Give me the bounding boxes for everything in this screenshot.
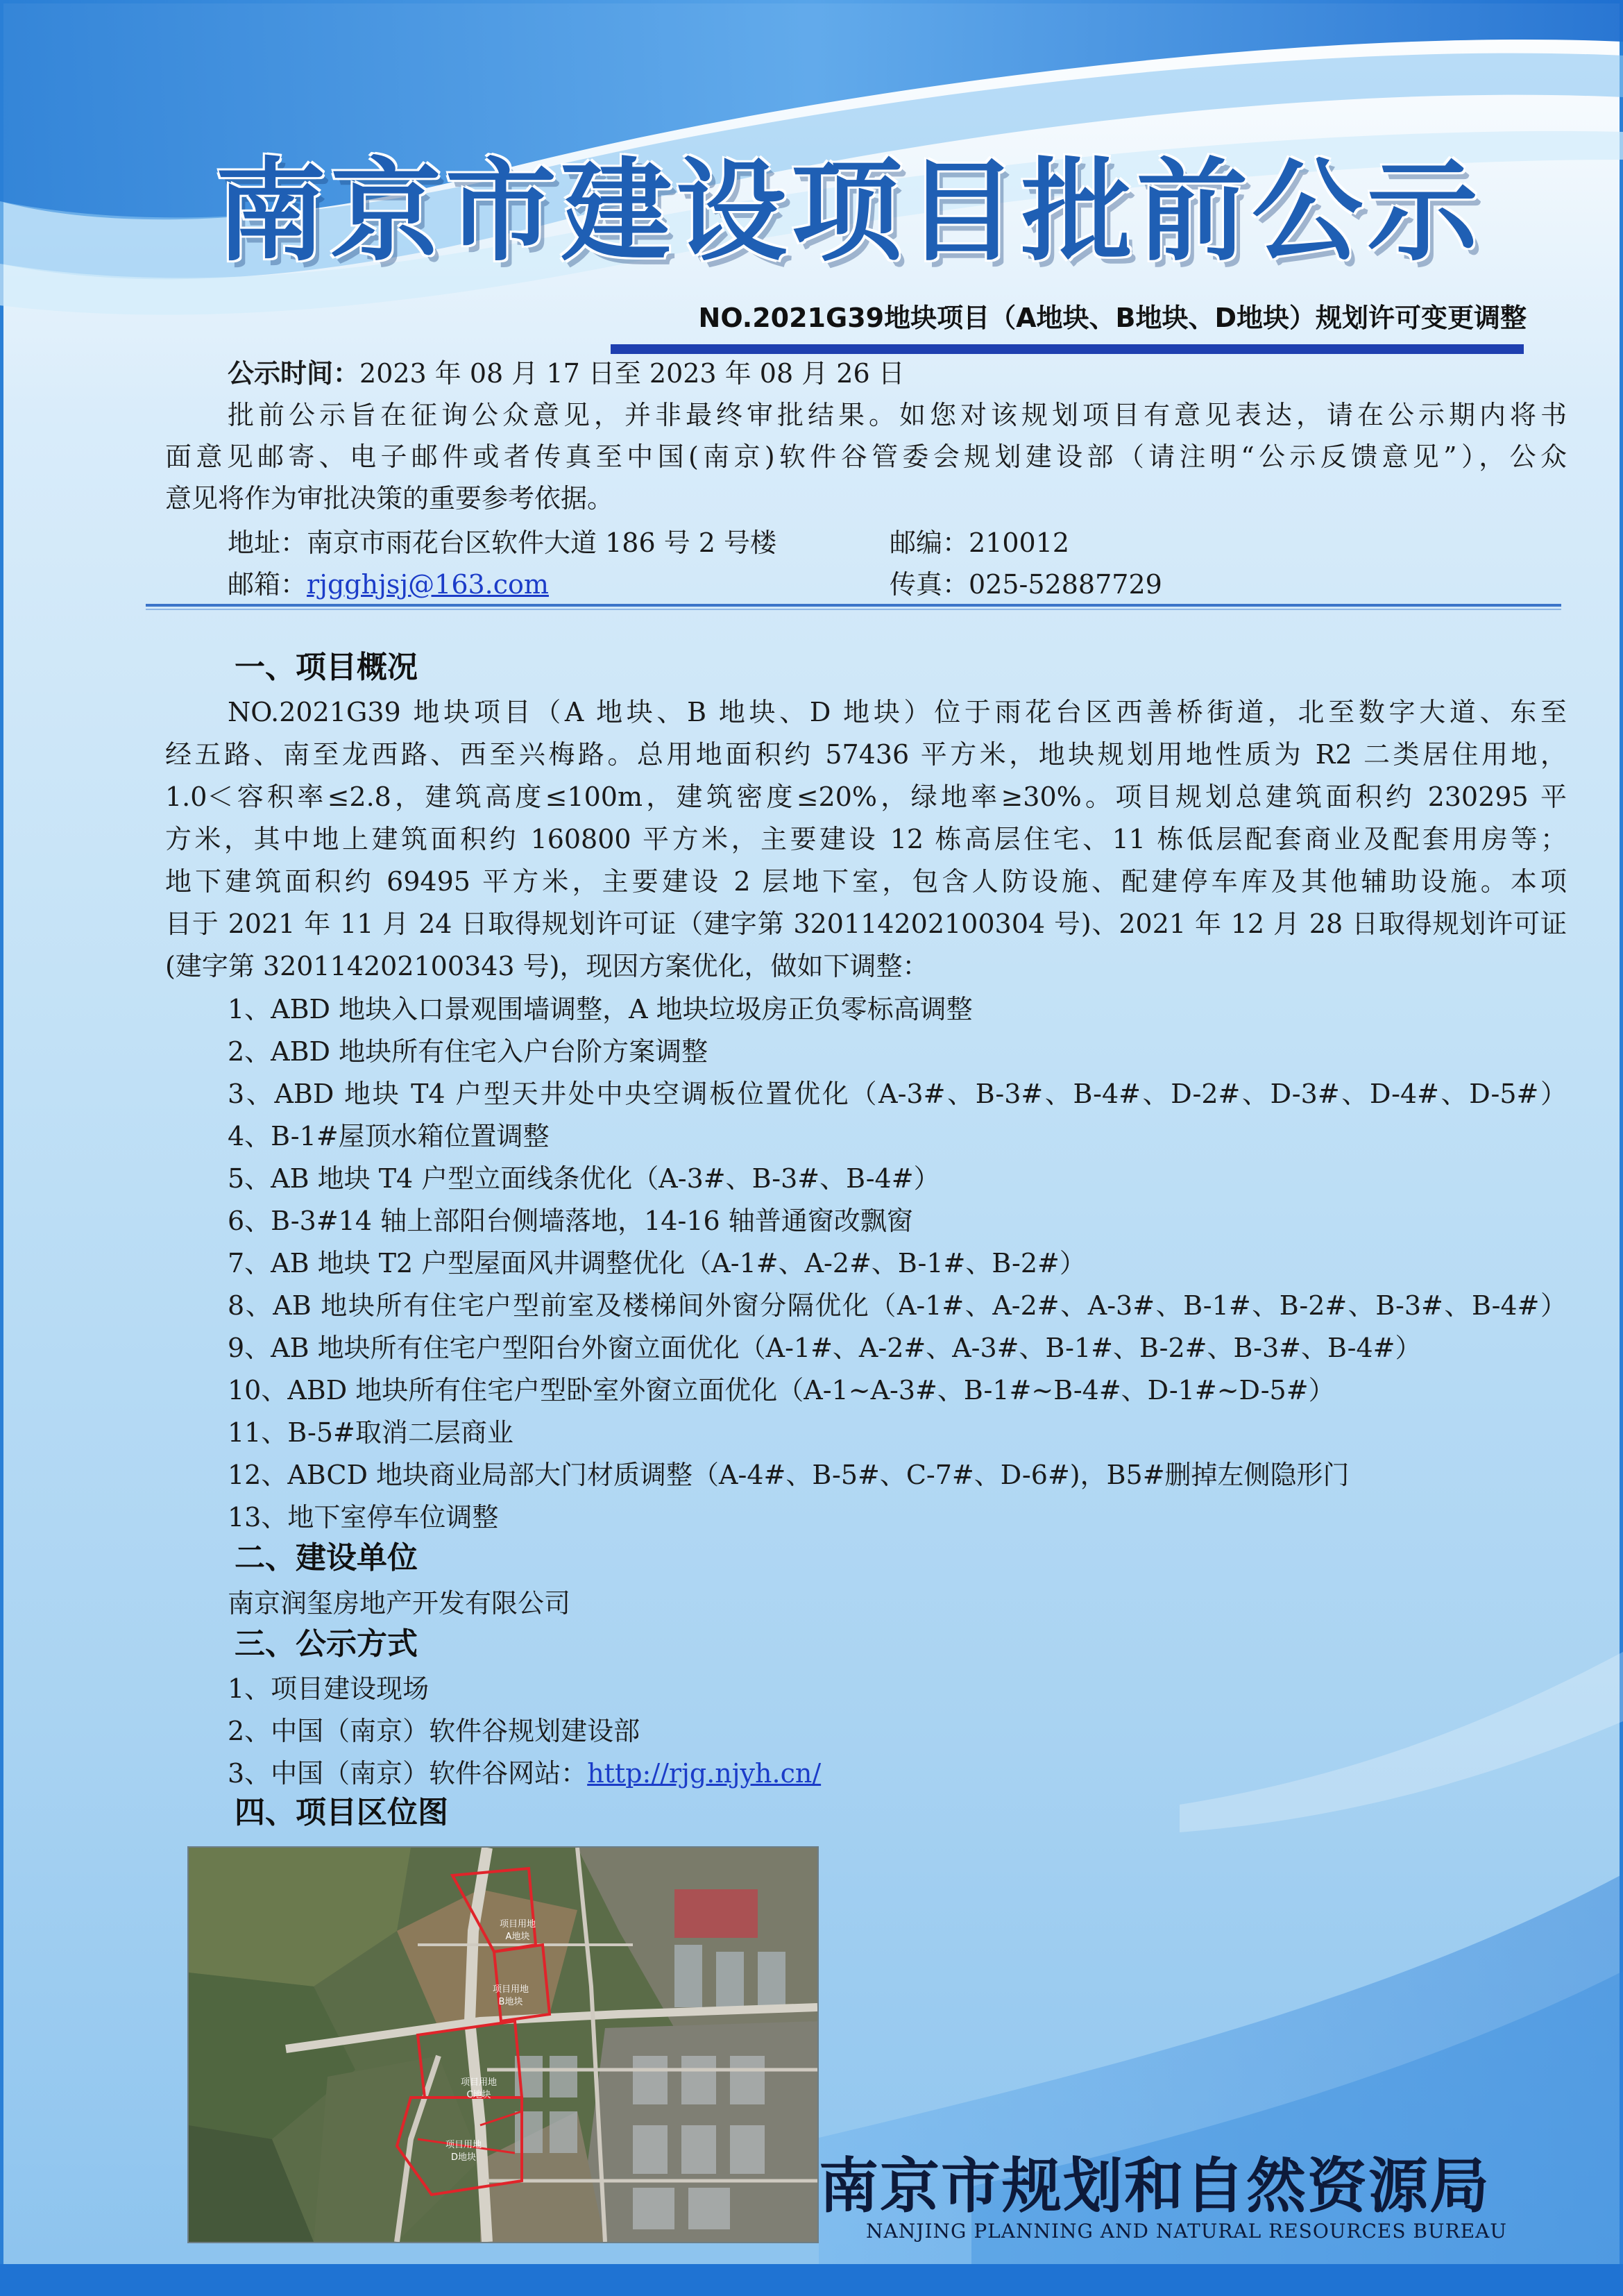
- publicity-method-item: [228, 1753, 821, 1794]
- section-4-heading: 四、项目区位图: [235, 1795, 448, 1830]
- notice-divider: [146, 604, 1561, 607]
- address-value: 南京市雨花台区软件大道 186 号 2 号楼: [307, 527, 777, 558]
- page-title: 南京市建设项目批前公示: [215, 146, 1483, 276]
- overview-line-5: 地下建筑面积约 69495 平方米，主要建设 2 层地下室，包含人防设施、配建停车库及其他辅助设施。本项: [165, 866, 1567, 897]
- adjustment-item: 12、ABCD 地块商业局部大门材质调整（A-4#、B-5#、C-7#、D-6#)，B5#删掉左侧隐形门: [228, 1460, 1350, 1490]
- adjustment-item: 13、地下室停车位调整: [228, 1502, 499, 1533]
- notice-divider-shadow: [146, 609, 1561, 610]
- overview-line-1: NO.2021G39 地块项目（A 地块、B 地块、D 地块）位于雨花台区西善桥街道，北至数字大道、东至: [228, 697, 1567, 727]
- postcode-label: 邮编：: [890, 527, 969, 558]
- adjustment-item: 1、ABD 地块入口景观围墙调整，A 地块垃圾房正负零标高调整: [228, 994, 973, 1024]
- website-prefix: 3、中国（南京）软件谷网站：: [228, 1758, 588, 1789]
- issuing-authority-english: NANJING PLANNING AND NATURAL RESOURCES BUREAU: [866, 2220, 1507, 2243]
- map-label-a: 项目用地 A地块: [500, 1919, 536, 1942]
- email-link[interactable]: rjgghjsj@163.com: [307, 569, 549, 600]
- postcode-value: 210012: [969, 527, 1070, 558]
- notice-time-value: 2023 年 08 月 17 日至 2023 年 08 月 26 日: [359, 358, 905, 389]
- adjustment-item: 11、B-5#取消二层商业: [228, 1417, 513, 1448]
- fax-line: [890, 564, 1162, 605]
- map-label-c: 项目用地 C地块: [461, 2077, 498, 2100]
- section-2-heading: 二、建设单位: [235, 1540, 418, 1576]
- fax-label: 传真：: [890, 569, 969, 600]
- section-3-heading: 三、公示方式: [235, 1626, 418, 1662]
- issuing-authority-name: 南京市规划和自然资源局: [819, 2151, 1490, 2221]
- publicity-method-item: 2、中国（南京）软件谷规划建设部: [228, 1716, 640, 1746]
- section-1-heading: 一、项目概况: [235, 650, 418, 685]
- adjustment-item: 9、AB 地块所有住宅户型阳台外窗立面优化（A-1#、A-2#、A-3#、B-1#、B-2#、B-3#、B-4#）: [228, 1333, 1422, 1363]
- email-line: [228, 564, 549, 605]
- notice-intro-line-2: 面意见邮寄、电子邮件或者传真至中国(南京)软件谷管委会规划建设部（请注明“公示反馈意见”），公众: [165, 441, 1567, 472]
- project-subtitle: NO.2021G39地块项目（A地块、B地块、D地块）规划许可变更调整: [698, 303, 1527, 333]
- adjustment-item: 3、ABD 地块 T4 户型天井处中央空调板位置优化（A-3#、B-3#、B-4#、D-2#、D-3#、D-4#、D-5#）: [228, 1079, 1567, 1109]
- address-label: 地址：: [228, 527, 307, 558]
- email-label: 邮箱：: [228, 569, 307, 600]
- adjustment-item: 6、B-3#14 轴上部阳台侧墙落地，14-16 轴普通窗改飘窗: [228, 1206, 913, 1236]
- adjustment-item: 4、B-1#屋顶水箱位置调整: [228, 1121, 550, 1151]
- postcode-line: [890, 522, 1069, 564]
- notice-time-line: [228, 353, 905, 394]
- website-link[interactable]: http://rjg.njyh.cn/: [587, 1758, 822, 1789]
- overview-line-4: 方米，其中地上建筑面积约 160800 平方米，主要建设 12 栋高层住宅、11 栋低层配套商业及配套用房等；: [165, 824, 1567, 854]
- map-label-b: 项目用地 B地块: [493, 1984, 529, 2007]
- notice-time-label: 公示时间：: [228, 358, 360, 389]
- notice-intro-line-3: 意见将作为审批决策的重要参考依据。: [165, 483, 614, 514]
- adjustment-item: 5、AB 地块 T4 户型立面线条优化（A-3#、B-3#、B-4#）: [228, 1163, 940, 1194]
- overview-line-6: 目于 2021 年 11 月 24 日取得规划许可证（建字第 320114202100304 号)、2021 年 12 月 28 日取得规划许可证: [165, 909, 1567, 939]
- satellite-map-image: [189, 1848, 817, 2242]
- map-label-d: 项目用地 D地块: [445, 2140, 482, 2163]
- overview-line-7: (建字第 320114202100343 号)，现因方案优化，做如下调整：: [165, 951, 929, 981]
- notice-intro-line-1: 批前公示旨在征询公众意见，并非最终审批结果。如您对该规划项目有意见表达，请在公示期内将书: [228, 400, 1567, 430]
- fax-value: 025-52887729: [969, 569, 1162, 600]
- adjustment-item: 7、AB 地块 T2 户型屋面风井调整优化（A-1#、A-2#、B-1#、B-2#）: [228, 1248, 1086, 1278]
- overview-line-3: 1.0＜容积率≤2.8，建筑高度≤100m，建筑密度≤20%，绿地率≥30%。项目规划总建筑面积约 230295 平: [165, 782, 1567, 812]
- developer-name: 南京润玺房地产开发有限公司: [228, 1588, 571, 1619]
- overview-line-2: 经五路、南至龙西路、西至兴梅路。总用地面积约 57436 平方米，地块规划用地性质为 R2 二类居住用地，: [165, 739, 1567, 770]
- location-map: [187, 1846, 819, 2243]
- adjustment-item: 8、AB 地块所有住宅户型前室及楼梯间外窗分隔优化（A-1#、A-2#、A-3#、B-1#、B-2#、B-3#、B-4#）: [228, 1290, 1567, 1321]
- publicity-method-item: 1、项目建设现场: [228, 1673, 430, 1704]
- adjustment-item: 10、ABD 地块所有住宅户型卧室外窗立面优化（A-1~A-3#、B-1#~B-4#、D-1#~D-5#）: [228, 1375, 1335, 1406]
- adjustment-item: 2、ABD 地块所有住宅入户台阶方案调整: [228, 1036, 708, 1067]
- address-line: [228, 522, 776, 564]
